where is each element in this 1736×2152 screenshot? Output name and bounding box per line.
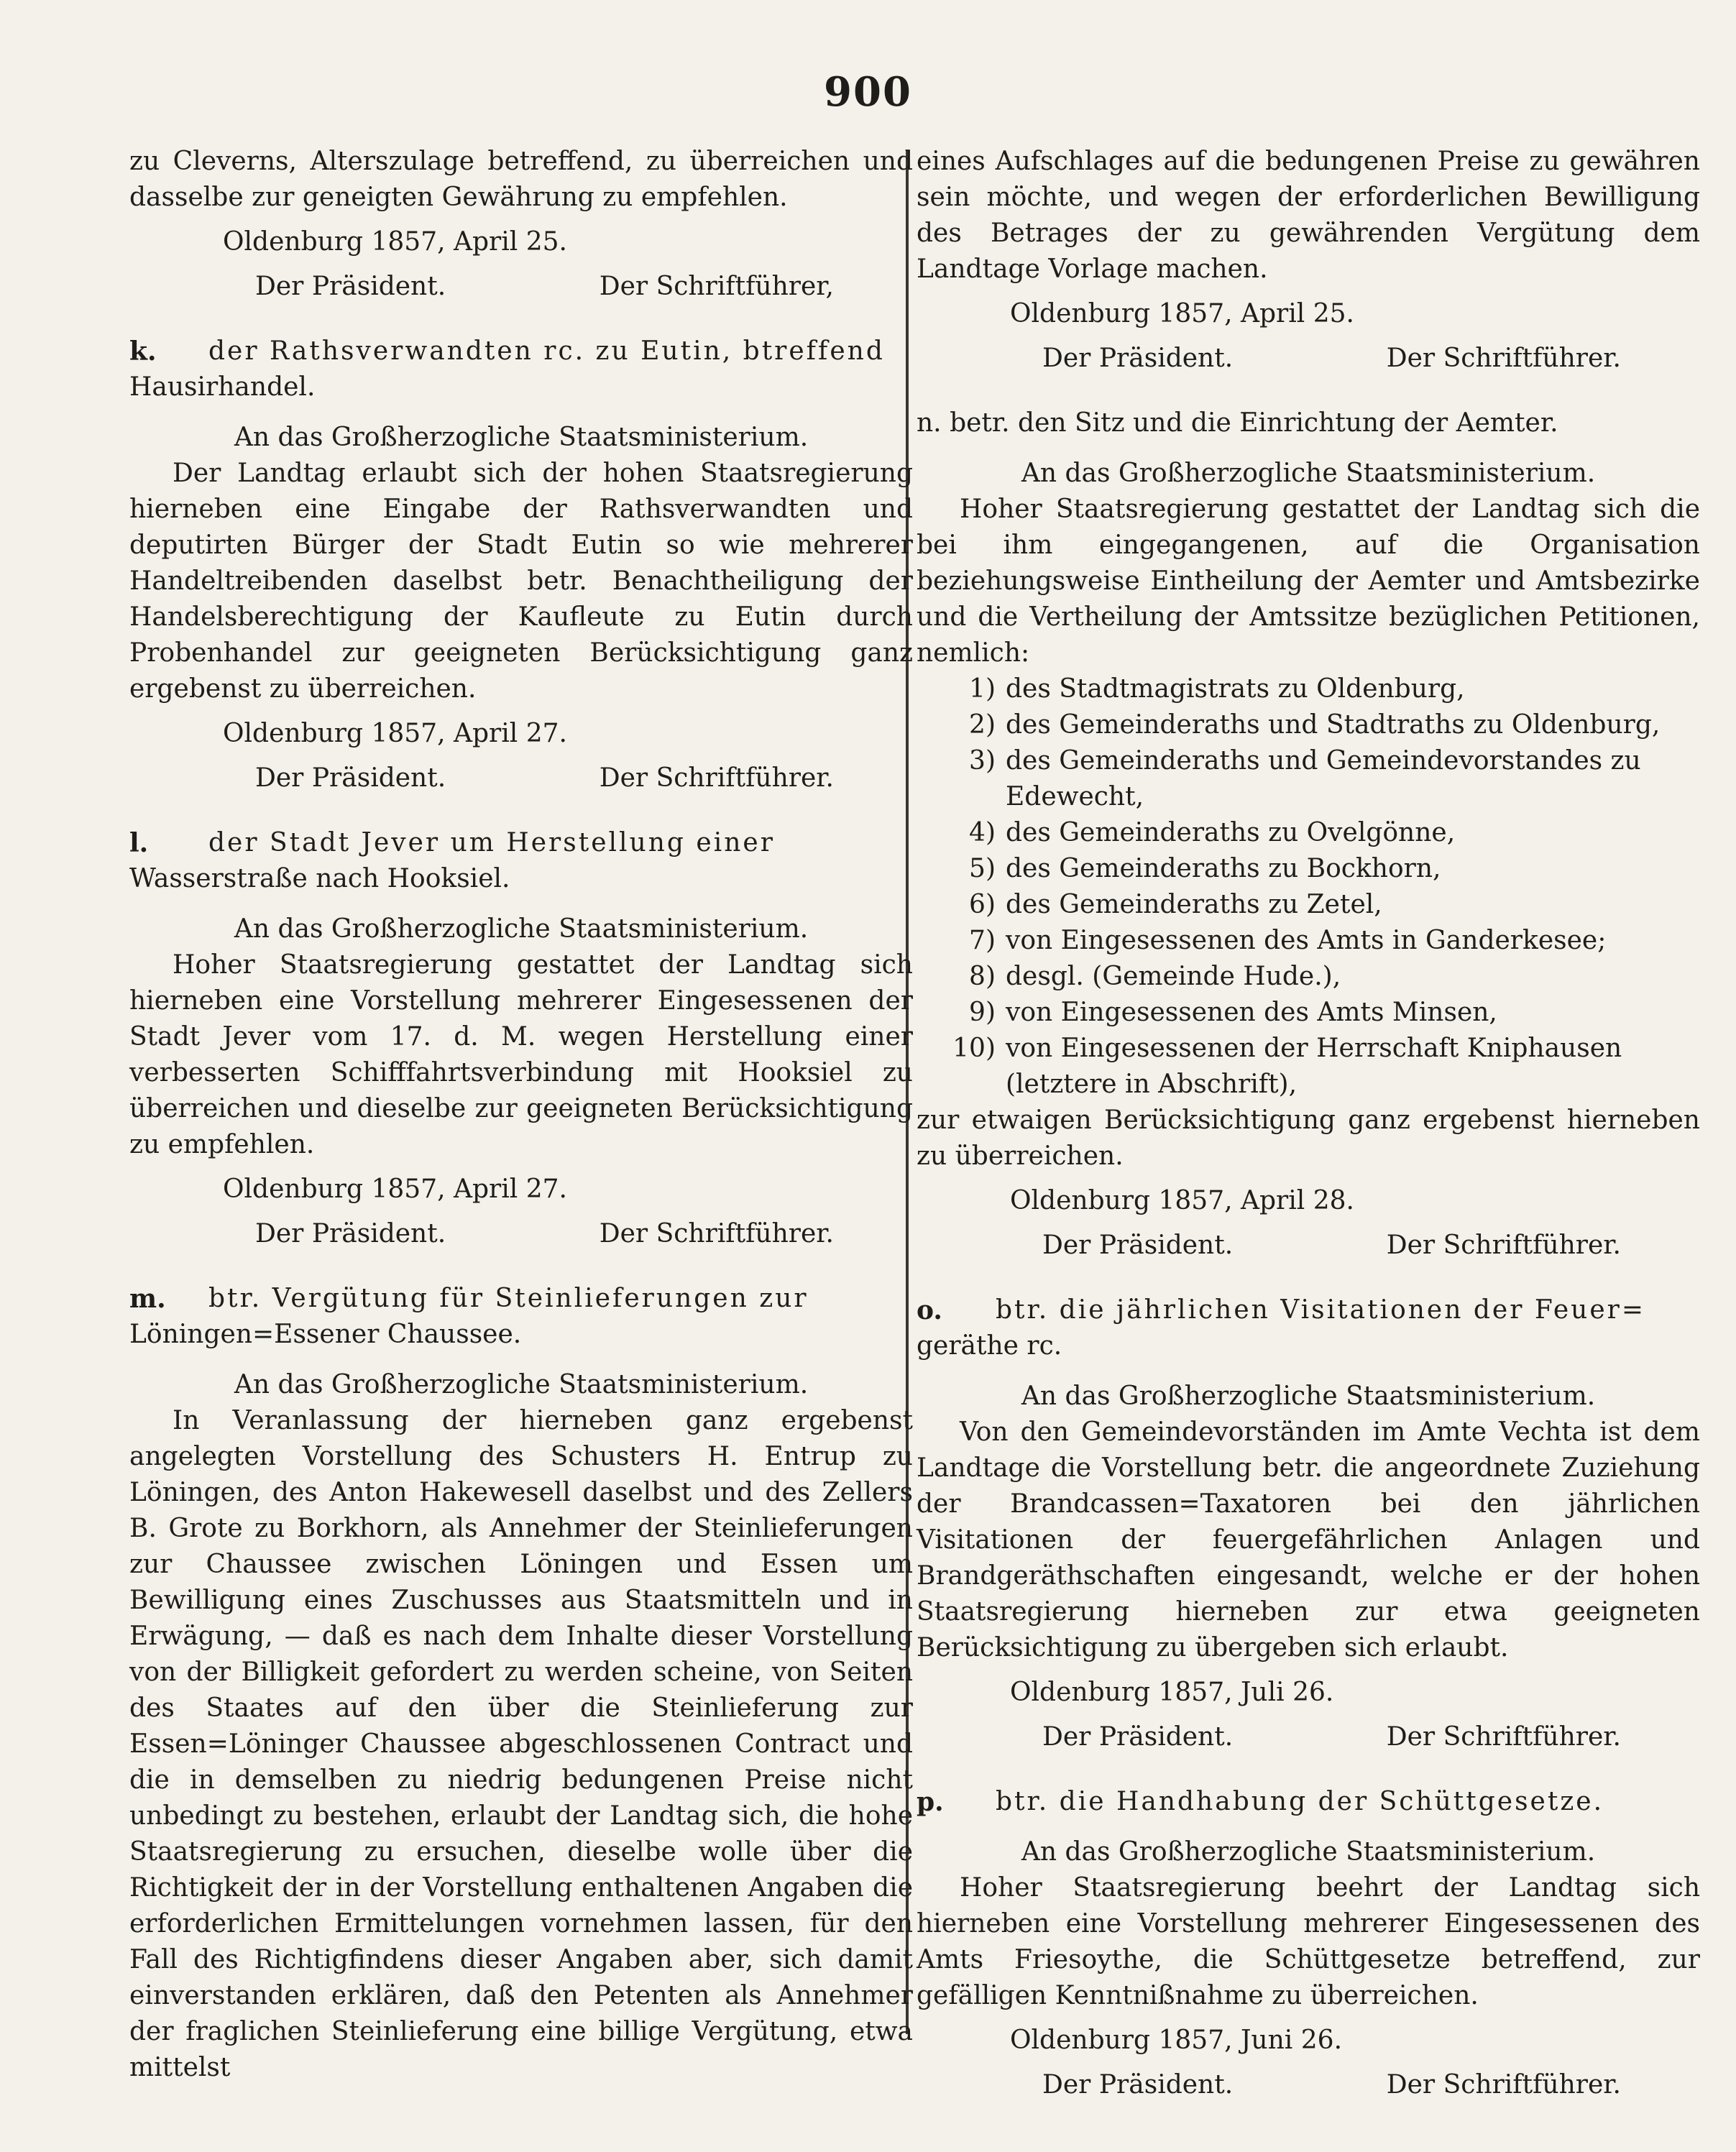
date-line: Oldenburg 1857, April 25. [1010, 299, 1354, 328]
section-body: Hoher Staatsregierung beehrt der Landtag sich hierneben eine Vorstellung mehrerer Eingesessenen des Amts Friesoythe, die Schüttgesetze betreffend, zur gefälligen Kenntnißnahme zu überreichen. [917, 1873, 1700, 2010]
addressee: An das Großherzogliche Staatsministerium. [1021, 1837, 1596, 1867]
president-signature: Der Präsident. [1042, 2070, 1234, 2100]
president-signature: Der Präsident. [255, 1219, 446, 1249]
section-body: Der Landtag erlaubt sich der hohen Staatsregierung hierneben eine Eingabe der Rathsverwandten und deputirten Bürger der Stadt Eutin so wie mehrerer Handeltreibenden daselbst betr. Benachtheiligung der Handelsberechtigung der Kaufleute zu Eutin durch Probenhandel zur geeigneten Berücksichtigung ganz ergebenst zu überreichen. [129, 459, 913, 704]
section-heading-m [129, 1281, 913, 1317]
intro-paragraph: zu Cleverns, Alterszulage betreffend, zu überreichen und dasselbe zur geneigten Gewährung zu empfehlen. [129, 147, 913, 212]
section-heading-p [917, 1784, 1700, 1820]
addressee: An das Großherzogliche Staatsministerium. [234, 423, 809, 452]
list-item: 10) von Eingesessenen der Herrschaft Kniphausen (letztere in Abschrift), [952, 1034, 1622, 1099]
secretary-signature: Der Schriftführer. [1386, 344, 1621, 373]
date-line: Oldenburg 1857, Juni 26. [1010, 2025, 1343, 2055]
section-body: In Veranlassung der hierneben ganz ergebenst angelegten Vorstellung des Schusters H. Entrup zu Löningen, des Anton Hakewesell daselbst und des Zellers B. Grote zu Borkhorn, als Annehmer der Steinlieferungen zur Chaussee zwischen Löningen und Essen um Bewilligung eines Zuschusses aus Staatsmitteln und in Erwägung, — daß es nach dem Inhalte dieser Vorstellung von der Billigkeit gefordert zu werden scheine, von Seiten des Staates auf den über die Steinlieferung zur Essen=Löninger Chaussee abgeschlossenen Contract und die in demselben zu niedrig bedungenen Preise nicht unbedingt zu bestehen, erlaubt der Landtag sich, die hohe Staatsregierung zu ersuchen, dieselbe wolle über die Richtigkeit der in der Vorstellung enthaltenen Angaben die erforderlichen Ermittelungen vornehmen lassen, für den Fall des Richtigfindens dieser Angaben aber, sich damit einverstanden erklären, daß den Petenten als Annehmer der fraglichen Steinlieferung eine billige Vergütung, etwa mittelst [129, 1406, 913, 2082]
signature-line [129, 760, 913, 796]
secretary-signature: Der Schriftführer. [1386, 1722, 1621, 1752]
signature-line [917, 2067, 1700, 2103]
page-number: 900 [824, 68, 912, 116]
list-item: 8) desgl. (Gemeinde Hude.), [969, 962, 1341, 991]
signature-line [917, 1228, 1700, 1264]
section-body: Von den Gemeindevorständen im Amte Vechta ist dem Landtage die Vorstellung betr. die angeordnete Zuziehung der Brandcassen=Taxatoren bei den jährlichen Visitationen der feuergefährlichen Anlagen und Brandgeräthschaften eingesandt, welche er der hohen Staatsregierung hierneben zur etwa geeigneten Berücksichtigung zu übergeben sich erlaubt. [917, 1417, 1700, 1663]
secretary-signature: Der Schriftführer, [599, 272, 834, 301]
addressee: An das Großherzogliche Staatsministerium. [1021, 459, 1596, 488]
secretary-signature: Der Schriftführer. [1386, 1231, 1621, 1260]
section-title-continued: geräthe rc. [917, 1331, 1062, 1361]
list-item: 7) von Eingesessenen des Amts in Ganderkesee; [969, 926, 1607, 955]
date-line: Oldenburg 1857, Juli 26. [1010, 1678, 1334, 1707]
addressee: An das Großherzogliche Staatsministerium. [1021, 1381, 1596, 1411]
list-item: 9) von Eingesessenen des Amts Minsen, [969, 998, 1497, 1027]
list-item: 1) des Stadtmagistrats zu Oldenburg, [969, 674, 1465, 704]
president-signature: Der Präsident. [1042, 1231, 1234, 1260]
section-title: btr. die Handhabung der Schüttgesetze. [996, 1787, 1604, 1816]
section-heading-n: n. betr. den Sitz und die Einrichtung der Aemter. [917, 408, 1558, 438]
section-title-continued: Löningen=Essener Chaussee. [129, 1320, 522, 1349]
section-heading-o [917, 1292, 1700, 1328]
section-body: Hoher Staatsregierung gestattet der Landtag sich hierneben eine Vorstellung mehrerer Eingesessenen der Stadt Jever vom 17. d. M. wegen Herstellung einer verbesserten Schifffahrtsverbindung mit Hooksiel zu überreichen und dieselbe zur geeigneten Berücksichtigung zu empfehlen. [129, 950, 913, 1159]
list-item: 5) des Gemeinderaths zu Bockhorn, [969, 854, 1441, 883]
date-line: Oldenburg 1857, April 27. [223, 1174, 567, 1204]
section-title-continued: Wasserstraße nach Hooksiel. [129, 864, 510, 893]
date-line: Oldenburg 1857, April 28. [1010, 1186, 1354, 1215]
secretary-signature: Der Schriftführer. [599, 763, 834, 793]
petition-list [917, 671, 1700, 1103]
signature-line [917, 1719, 1700, 1755]
list-item: 2) des Gemeinderaths und Stadtraths zu Oldenburg, [969, 710, 1661, 740]
signature-line [917, 341, 1700, 377]
list-item: 6) des Gemeinderaths zu Zetel, [969, 890, 1382, 919]
addressee: An das Großherzogliche Staatsministerium. [234, 914, 809, 944]
section-letter: l. [129, 828, 149, 858]
date-line: Oldenburg 1857, April 25. [223, 227, 567, 257]
section-body: Hoher Staatsregierung gestattet der Landtag sich die bei ihm eingegangenen, auf die Organisation beziehungsweise Eintheilung der Aemter und Amtsbezirke und die Vertheilung der Amtssitze bezüglichen Petitionen, nemlich: [917, 495, 1700, 668]
list-item: 4) des Gemeinderaths zu Ovelgönne, [969, 818, 1456, 847]
date-line: Oldenburg 1857, April 27. [223, 719, 567, 748]
president-signature: Der Präsident. [1042, 344, 1234, 373]
list-item: 3) des Gemeinderaths und Gemeindevorstandes zu Edewecht, [969, 746, 1641, 811]
section-title: btr. die jährlichen Visitationen der Feuer= [996, 1295, 1646, 1325]
section-letter: o. [917, 1295, 942, 1325]
signature-line [129, 269, 913, 305]
section-letter: m. [129, 1284, 166, 1314]
president-signature: Der Präsident. [255, 272, 446, 301]
secretary-signature: Der Schriftführer. [599, 1219, 834, 1249]
section-title: btr. Vergütung für Steinlieferungen zur [208, 1284, 809, 1313]
president-signature: Der Präsident. [1042, 1722, 1234, 1752]
section-title: der Stadt Jever um Herstellung einer [208, 828, 775, 857]
signature-line [129, 1216, 913, 1252]
addressee: An das Großherzogliche Staatsministerium. [234, 1370, 809, 1399]
closing-paragraph: zur etwaigen Berücksichtigung ganz ergebenst hierneben zu überreichen. [917, 1105, 1700, 1171]
section-letter: k. [129, 336, 157, 367]
section-heading-l [129, 825, 913, 861]
section-letter: p. [917, 1787, 944, 1817]
right-column [917, 144, 1700, 2103]
continued-paragraph: eines Aufschlages auf die bedungenen Preise zu gewähren sein möchte, und wegen der erforderlichen Bewilligung des Betrages der zu gewährenden Vergütung dem Landtage Vorlage machen. [917, 147, 1700, 284]
president-signature: Der Präsident. [255, 763, 446, 793]
left-column [129, 144, 913, 2086]
section-heading-k [129, 334, 913, 369]
section-title-continued: Hausirhandel. [129, 372, 316, 402]
section-title: der Rathsverwandten rc. zu Eutin, btreffend [208, 336, 885, 366]
secretary-signature: Der Schriftführer. [1386, 2070, 1621, 2100]
